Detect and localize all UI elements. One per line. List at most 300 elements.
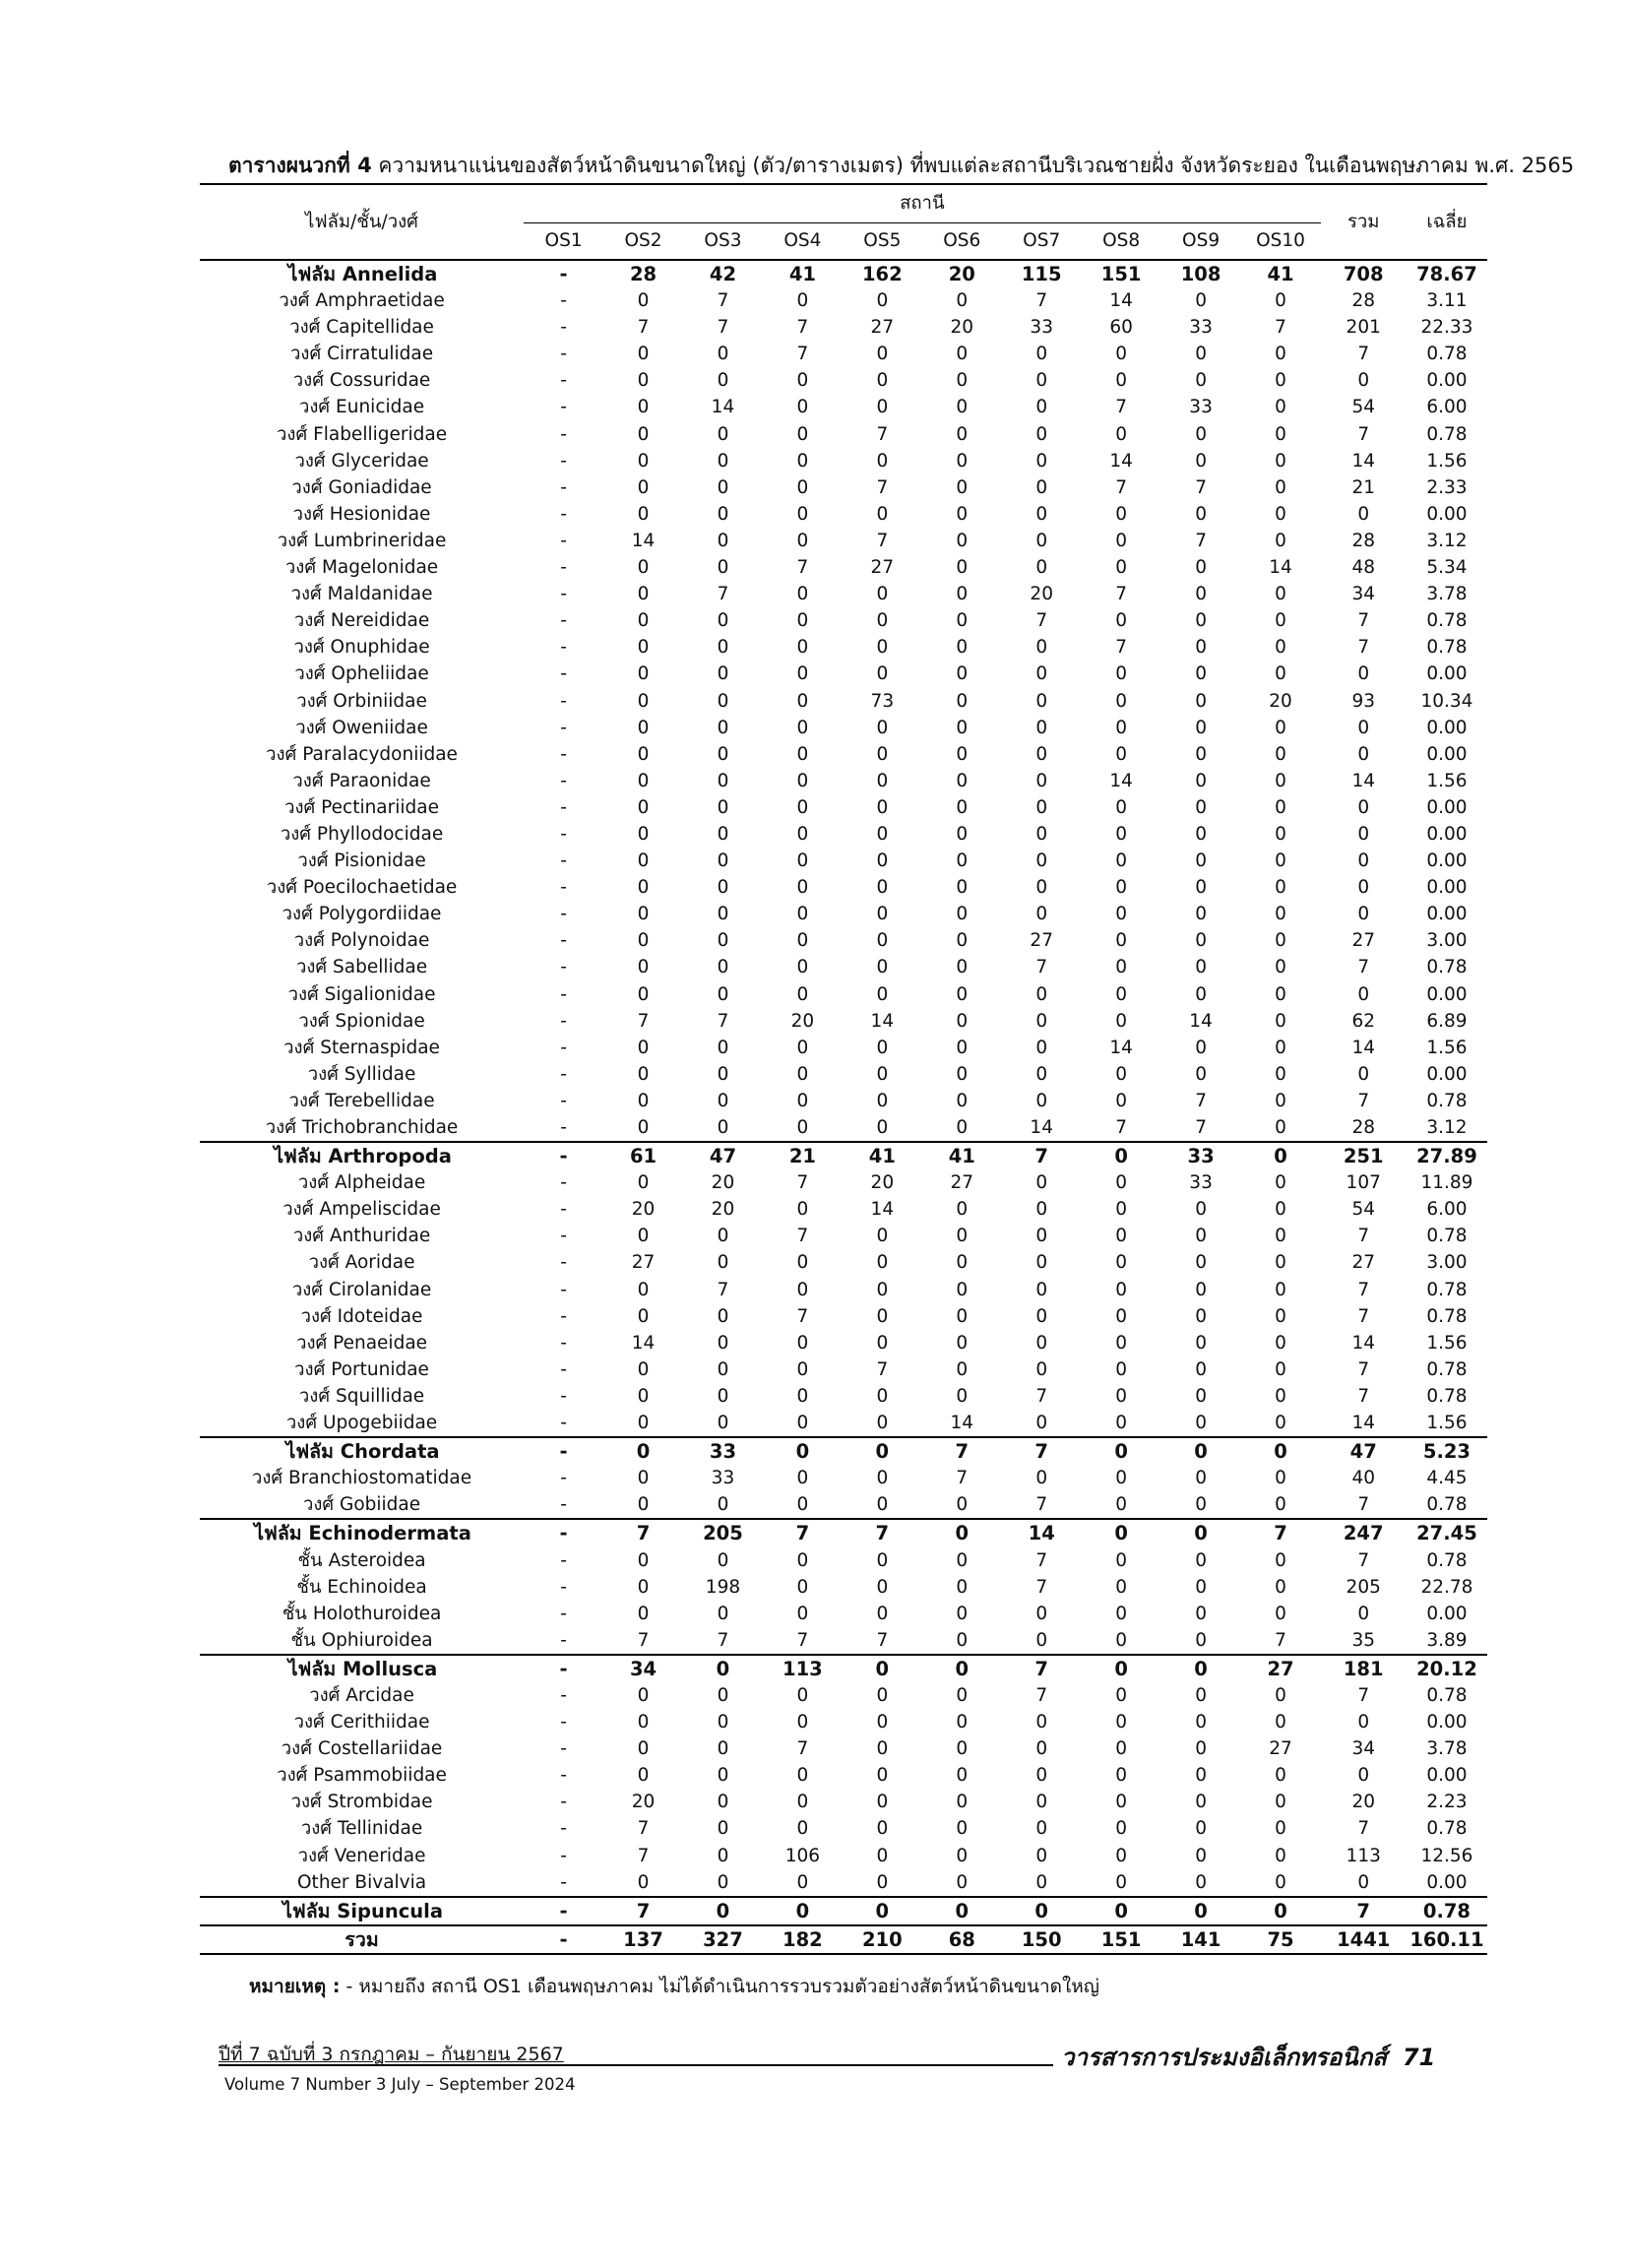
station-value: 33 [711, 1468, 735, 1489]
station-value: 7 [796, 344, 809, 365]
station-value: 27 [870, 557, 895, 579]
station-value: 0 [876, 1305, 889, 1327]
station-value: 0 [1275, 503, 1286, 525]
avg-value: 0.00 [1426, 850, 1468, 872]
station-value: 0 [876, 1385, 889, 1407]
station-value: 0 [956, 637, 969, 659]
station-value: 61 [629, 1145, 657, 1168]
station-value: 0 [796, 530, 809, 551]
station-value: 0 [1275, 1199, 1286, 1221]
station-value: 0 [1115, 663, 1128, 685]
station-value: 0 [956, 823, 969, 845]
station-value: 14 [1269, 557, 1292, 579]
station-value: 0 [1275, 1090, 1286, 1111]
station-value: 0 [956, 344, 969, 365]
station-value: 115 [1021, 263, 1062, 285]
station-value: - [560, 1172, 567, 1194]
station-value: - [560, 1117, 567, 1138]
station-value: 0 [876, 850, 889, 872]
station-value: 7 [717, 1279, 729, 1300]
station-value: 7 [1035, 1494, 1048, 1516]
station-value: 0 [1275, 1549, 1286, 1571]
family-row [200, 741, 1487, 768]
taxon-name: ไฟลัม Mollusca [287, 1657, 438, 1680]
station-value: 0 [637, 1549, 650, 1571]
avg-value: 2.23 [1426, 1792, 1468, 1813]
header-station: OS9 [1182, 230, 1221, 251]
station-value: 0 [1115, 904, 1128, 925]
station-value: 73 [870, 690, 895, 712]
sum-value: 0 [1357, 717, 1370, 738]
station-value: 0 [1035, 503, 1048, 525]
station-value: 0 [1275, 423, 1286, 445]
station-value: - [560, 370, 567, 392]
station-value: 0 [1114, 1522, 1128, 1545]
station-value: 27 [1267, 1657, 1294, 1680]
station-value: 0 [637, 1684, 650, 1706]
station-value: 0 [1195, 1413, 1207, 1434]
sum-value: 0 [1357, 823, 1370, 845]
station-value: 7 [1035, 1684, 1048, 1706]
station-value: 0 [956, 476, 969, 498]
station-value: 0 [876, 450, 889, 472]
station-value: 0 [956, 1226, 969, 1247]
station-value: 0 [1195, 743, 1207, 765]
station-value: 0 [1275, 1332, 1286, 1354]
sum-value: 708 [1343, 263, 1384, 285]
station-value: 0 [876, 1037, 889, 1058]
taxon-name: วงศ์ Poecilochaetidae [266, 877, 458, 899]
station-value: 0 [1195, 770, 1207, 791]
sum-value: 251 [1343, 1145, 1384, 1168]
station-value: 7 [1275, 317, 1286, 339]
station-value: 14 [950, 1413, 974, 1434]
station-value: 0 [1035, 557, 1048, 579]
family-row [200, 474, 1487, 501]
station-value: 0 [1195, 1818, 1207, 1840]
sum-value: 40 [1351, 1468, 1375, 1489]
station-value: 0 [1195, 370, 1207, 392]
station-value: 0 [637, 1738, 650, 1760]
station-value: - [560, 663, 567, 685]
station-value: 0 [1035, 1199, 1048, 1221]
station-value: 0 [796, 290, 809, 312]
family-row [200, 688, 1487, 715]
station-value: 0 [1115, 344, 1128, 365]
station-value: 0 [1275, 1226, 1286, 1247]
station-value: 0 [1035, 1090, 1048, 1111]
station-value: 0 [876, 823, 889, 845]
station-value: 0 [796, 1871, 809, 1893]
avg-value: 0.78 [1426, 1226, 1468, 1247]
station-value: - [560, 584, 567, 605]
avg-value: 0.78 [1426, 637, 1468, 659]
note-label: หมายเหตุ : [249, 1976, 341, 1997]
station-value: 0 [1275, 904, 1286, 925]
station-value: - [560, 1332, 567, 1354]
station-value: 0 [876, 1117, 889, 1138]
avg-value: 0.00 [1426, 370, 1468, 392]
station-value: 0 [717, 877, 729, 899]
station-value: 14 [1109, 450, 1133, 472]
station-value: 0 [876, 1468, 889, 1489]
station-value: 7 [876, 1629, 889, 1651]
station-value: 0 [1195, 1765, 1207, 1787]
station-value: 0 [637, 930, 650, 952]
taxon-name: วงศ์ Maldanidae [290, 584, 433, 605]
station-value: 0 [876, 1765, 889, 1787]
station-value: - [560, 503, 567, 525]
station-value: 0 [876, 663, 889, 685]
station-value: 27 [950, 1172, 974, 1194]
station-value: 7 [876, 476, 889, 498]
station-value: 0 [1195, 344, 1207, 365]
station-value: 0 [955, 1899, 970, 1922]
station-value: 0 [1035, 743, 1048, 765]
station-value: 27 [870, 317, 895, 339]
taxon-name: ชั้น Ophiuroidea [290, 1629, 433, 1651]
station-value: 0 [796, 397, 809, 418]
journal-name: วารสารการประมงอิเล็กทรอนิกส์ [1061, 2044, 1387, 2071]
station-value: 0 [876, 717, 889, 738]
avg-value: 0.00 [1426, 717, 1468, 738]
avg-value: 0.78 [1426, 1358, 1468, 1380]
station-value: 0 [796, 663, 809, 685]
station-value: 7 [636, 1522, 651, 1545]
station-value: - [560, 1305, 567, 1327]
family-row [200, 394, 1487, 420]
station-value: 0 [1115, 796, 1128, 818]
station-value: - [560, 1684, 567, 1706]
station-value: 0 [1115, 1712, 1128, 1733]
station-value: - [559, 1927, 568, 1951]
station-value: 0 [876, 1063, 889, 1085]
avg-value: 27.45 [1416, 1522, 1477, 1545]
station-value: 33 [1187, 1145, 1215, 1168]
station-value: 0 [1115, 1576, 1128, 1598]
family-row [200, 1356, 1487, 1383]
station-value: 0 [956, 983, 969, 1005]
station-value: 0 [1115, 823, 1128, 845]
station-value: 0 [717, 1090, 729, 1111]
station-value: 7 [1034, 1145, 1048, 1168]
station-value: 0 [1115, 610, 1128, 632]
family-row [200, 848, 1487, 874]
station-value: 7 [876, 423, 889, 445]
sum-value: 48 [1351, 557, 1375, 579]
taxon-name: วงศ์ Cirratulidae [290, 344, 434, 365]
family-row [200, 1815, 1487, 1842]
station-value: 0 [876, 584, 889, 605]
family-row [200, 1277, 1487, 1303]
taxon-name: ไฟลัม Annelida [287, 263, 438, 285]
station-value: 0 [876, 1684, 889, 1706]
station-value: 0 [1195, 877, 1207, 899]
station-value: 0 [1194, 1899, 1208, 1922]
station-value: 14 [1030, 1117, 1053, 1138]
station-value: 0 [1114, 1899, 1128, 1922]
station-value: 0 [1035, 423, 1048, 445]
station-value: 0 [956, 877, 969, 899]
station-value: 0 [796, 370, 809, 392]
station-value: 0 [637, 663, 650, 685]
avg-value: 6.00 [1426, 1199, 1468, 1221]
station-value: - [560, 450, 567, 472]
station-value: 0 [956, 450, 969, 472]
taxon-name: วงศ์ Ampeliscidae [282, 1199, 441, 1221]
family-row [200, 1735, 1487, 1762]
station-value: 7 [1115, 476, 1128, 498]
station-value: 0 [1115, 743, 1128, 765]
avg-value: 0.78 [1426, 1305, 1468, 1327]
avg-value: 5.34 [1426, 557, 1468, 579]
station-value: 0 [1115, 983, 1128, 1005]
station-value: 0 [796, 1603, 809, 1624]
station-value: 0 [956, 503, 969, 525]
station-value: 0 [717, 957, 729, 978]
sum-value: 0 [1357, 850, 1370, 872]
avg-value: 0.78 [1426, 1090, 1468, 1111]
station-value: 0 [1115, 1413, 1128, 1434]
station-value: 0 [875, 1899, 890, 1922]
station-value: 0 [1275, 1413, 1286, 1434]
station-value: 0 [1035, 904, 1048, 925]
station-value: 20 [790, 1010, 815, 1032]
phylum-row [200, 260, 1487, 287]
station-value: 198 [705, 1576, 741, 1598]
station-value: 0 [1035, 877, 1048, 899]
station-value: 0 [1035, 1332, 1048, 1354]
sum-value: 47 [1349, 1440, 1377, 1464]
station-value: 0 [1115, 1871, 1128, 1893]
station-value: 0 [1115, 1818, 1128, 1840]
station-value: 0 [637, 397, 650, 418]
station-value: 7 [1115, 637, 1128, 659]
station-value: 0 [1115, 1385, 1128, 1407]
station-value: 0 [796, 503, 809, 525]
station-value: 7 [1035, 1549, 1048, 1571]
family-row [200, 1303, 1487, 1330]
station-value: 0 [1275, 344, 1286, 365]
taxon-name: วงศ์ Opheliidae [294, 663, 429, 685]
avg-value: 20.12 [1416, 1657, 1477, 1680]
station-value: 0 [796, 1818, 809, 1840]
table-note [249, 1972, 1099, 2001]
station-value: 0 [876, 1845, 889, 1866]
avg-value: 27.89 [1416, 1145, 1477, 1168]
station-value: 182 [783, 1927, 823, 1951]
station-value: 0 [1275, 1358, 1286, 1380]
family-row [200, 1249, 1487, 1276]
station-value: 0 [717, 1037, 729, 1058]
station-value: - [560, 1199, 567, 1221]
sum-value: 0 [1357, 1871, 1370, 1893]
station-value: 0 [796, 1576, 809, 1598]
station-value: 0 [717, 450, 729, 472]
station-value: - [560, 1358, 567, 1380]
station-value: 33 [1030, 317, 1053, 339]
header-station: OS1 [544, 230, 583, 251]
station-value: - [559, 1522, 568, 1545]
header-station: OS6 [943, 230, 981, 251]
station-value: 0 [1195, 1576, 1207, 1598]
station-value: - [560, 1845, 567, 1866]
station-value: - [560, 796, 567, 818]
station-value: 0 [637, 796, 650, 818]
taxon-name: วงศ์ Hesionidae [292, 503, 431, 525]
station-value: 327 [703, 1927, 743, 1951]
station-value: 0 [1035, 1765, 1048, 1787]
station-value: 0 [1275, 930, 1286, 952]
sum-value: 21 [1351, 476, 1375, 498]
avg-value: 11.89 [1420, 1172, 1473, 1194]
sum-value: 14 [1351, 1413, 1375, 1434]
station-value: 0 [956, 1738, 969, 1760]
station-value: 0 [637, 557, 650, 579]
avg-value: 0.00 [1426, 796, 1468, 818]
station-value: 0 [956, 1199, 969, 1221]
family-row [200, 1709, 1487, 1735]
avg-value: 1.56 [1426, 1413, 1468, 1434]
station-value: 14 [1109, 290, 1133, 312]
station-value: 42 [709, 263, 737, 285]
station-value: 0 [1195, 663, 1207, 685]
phylum-row [200, 1142, 1487, 1169]
station-value: 0 [956, 1684, 969, 1706]
station-value: - [560, 850, 567, 872]
station-value: 0 [1275, 1305, 1286, 1327]
sum-value: 54 [1351, 397, 1375, 418]
station-value: 0 [876, 930, 889, 952]
sum-value: 7 [1357, 1305, 1370, 1327]
station-value: 0 [956, 1279, 969, 1300]
family-row [200, 501, 1487, 528]
station-value: 0 [956, 610, 969, 632]
station-value: 0 [637, 1063, 650, 1085]
station-value: 0 [1195, 904, 1207, 925]
station-value: 7 [637, 1010, 650, 1032]
station-value: 7 [1275, 1629, 1286, 1651]
station-value: - [560, 397, 567, 418]
station-value: 7 [637, 1845, 650, 1866]
family-row [200, 661, 1487, 687]
avg-value: 0.00 [1426, 1063, 1468, 1085]
station-value: 0 [1115, 1792, 1128, 1813]
station-value: 0 [956, 1818, 969, 1840]
station-value: 0 [876, 1413, 889, 1434]
station-value: 0 [717, 1684, 729, 1706]
station-value: 0 [1195, 1629, 1207, 1651]
station-value: 7 [875, 1522, 890, 1545]
station-value: 0 [795, 1899, 810, 1922]
station-value: 0 [1115, 423, 1128, 445]
station-value: 0 [1275, 1468, 1286, 1489]
station-value: 0 [1195, 983, 1207, 1005]
station-value: - [560, 1494, 567, 1516]
station-value: 0 [637, 344, 650, 365]
station-value: 0 [1195, 1358, 1207, 1380]
sum-value: 181 [1343, 1657, 1384, 1680]
station-value: 0 [1115, 1226, 1128, 1247]
total-row [200, 1925, 1487, 1954]
taxon-name: วงศ์ Phyllodocidae [280, 823, 444, 845]
sum-value: 1441 [1337, 1927, 1391, 1951]
station-value: 0 [1195, 423, 1207, 445]
station-value: 0 [1195, 610, 1207, 632]
station-value: 0 [876, 796, 889, 818]
station-value: 0 [1195, 1603, 1207, 1624]
station-value: 0 [956, 957, 969, 978]
station-value: 7 [717, 290, 729, 312]
sum-value: 27 [1351, 1252, 1375, 1274]
station-value: 0 [796, 1684, 809, 1706]
station-value: 0 [796, 1199, 809, 1221]
station-value: - [560, 1468, 567, 1489]
taxon-name: วงศ์ Upogebiidae [285, 1413, 438, 1434]
avg-value: 0.78 [1426, 1818, 1468, 1840]
sum-value: 7 [1357, 1818, 1370, 1840]
station-value: 75 [1267, 1927, 1294, 1951]
station-value: 0 [636, 1440, 651, 1464]
station-value: 0 [956, 770, 969, 791]
taxon-name: วงศ์ Cossuridae [292, 370, 431, 392]
station-value: 0 [796, 1792, 809, 1813]
station-value: 0 [796, 1765, 809, 1787]
sum-value: 7 [1356, 1899, 1370, 1922]
station-value: 0 [796, 1332, 809, 1354]
station-value: 0 [637, 637, 650, 659]
sum-value: 7 [1357, 1279, 1370, 1300]
station-value: 0 [796, 1252, 809, 1274]
station-value: 0 [956, 290, 969, 312]
station-value: 0 [637, 1871, 650, 1893]
station-value: 0 [956, 717, 969, 738]
station-value: 0 [1035, 850, 1048, 872]
station-value: 7 [1034, 1440, 1048, 1464]
station-value: 0 [1195, 637, 1207, 659]
station-value: 0 [637, 1765, 650, 1787]
station-value: - [560, 690, 567, 712]
station-value: 0 [876, 1818, 889, 1840]
station-value: 113 [783, 1657, 823, 1680]
station-value: 7 [1195, 530, 1207, 551]
station-value: 0 [1195, 290, 1207, 312]
station-value: 7 [637, 1629, 650, 1651]
family-row [200, 367, 1487, 394]
family-row [200, 341, 1487, 367]
station-value: 0 [716, 1899, 730, 1922]
station-value: 7 [1115, 584, 1128, 605]
family-row [200, 528, 1487, 554]
caption-label: ตารางผนวกที่ 4 [228, 154, 372, 177]
station-value: 0 [1035, 1279, 1048, 1300]
station-value: 0 [717, 1226, 729, 1247]
avg-value: 3.12 [1426, 530, 1468, 551]
station-value: 0 [956, 1792, 969, 1813]
sum-value: 7 [1357, 1684, 1370, 1706]
station-value: 0 [1195, 1063, 1207, 1085]
station-value: - [560, 1792, 567, 1813]
avg-value: 0.00 [1426, 1871, 1468, 1893]
station-value: - [560, 770, 567, 791]
station-value: 0 [1275, 796, 1286, 818]
taxon-name: วงศ์ Tellinidae [300, 1818, 423, 1840]
station-value: 0 [876, 610, 889, 632]
avg-value: 0.00 [1426, 904, 1468, 925]
station-value: 0 [1275, 663, 1286, 685]
station-value: 0 [1035, 663, 1048, 685]
table-body [200, 260, 1487, 1954]
